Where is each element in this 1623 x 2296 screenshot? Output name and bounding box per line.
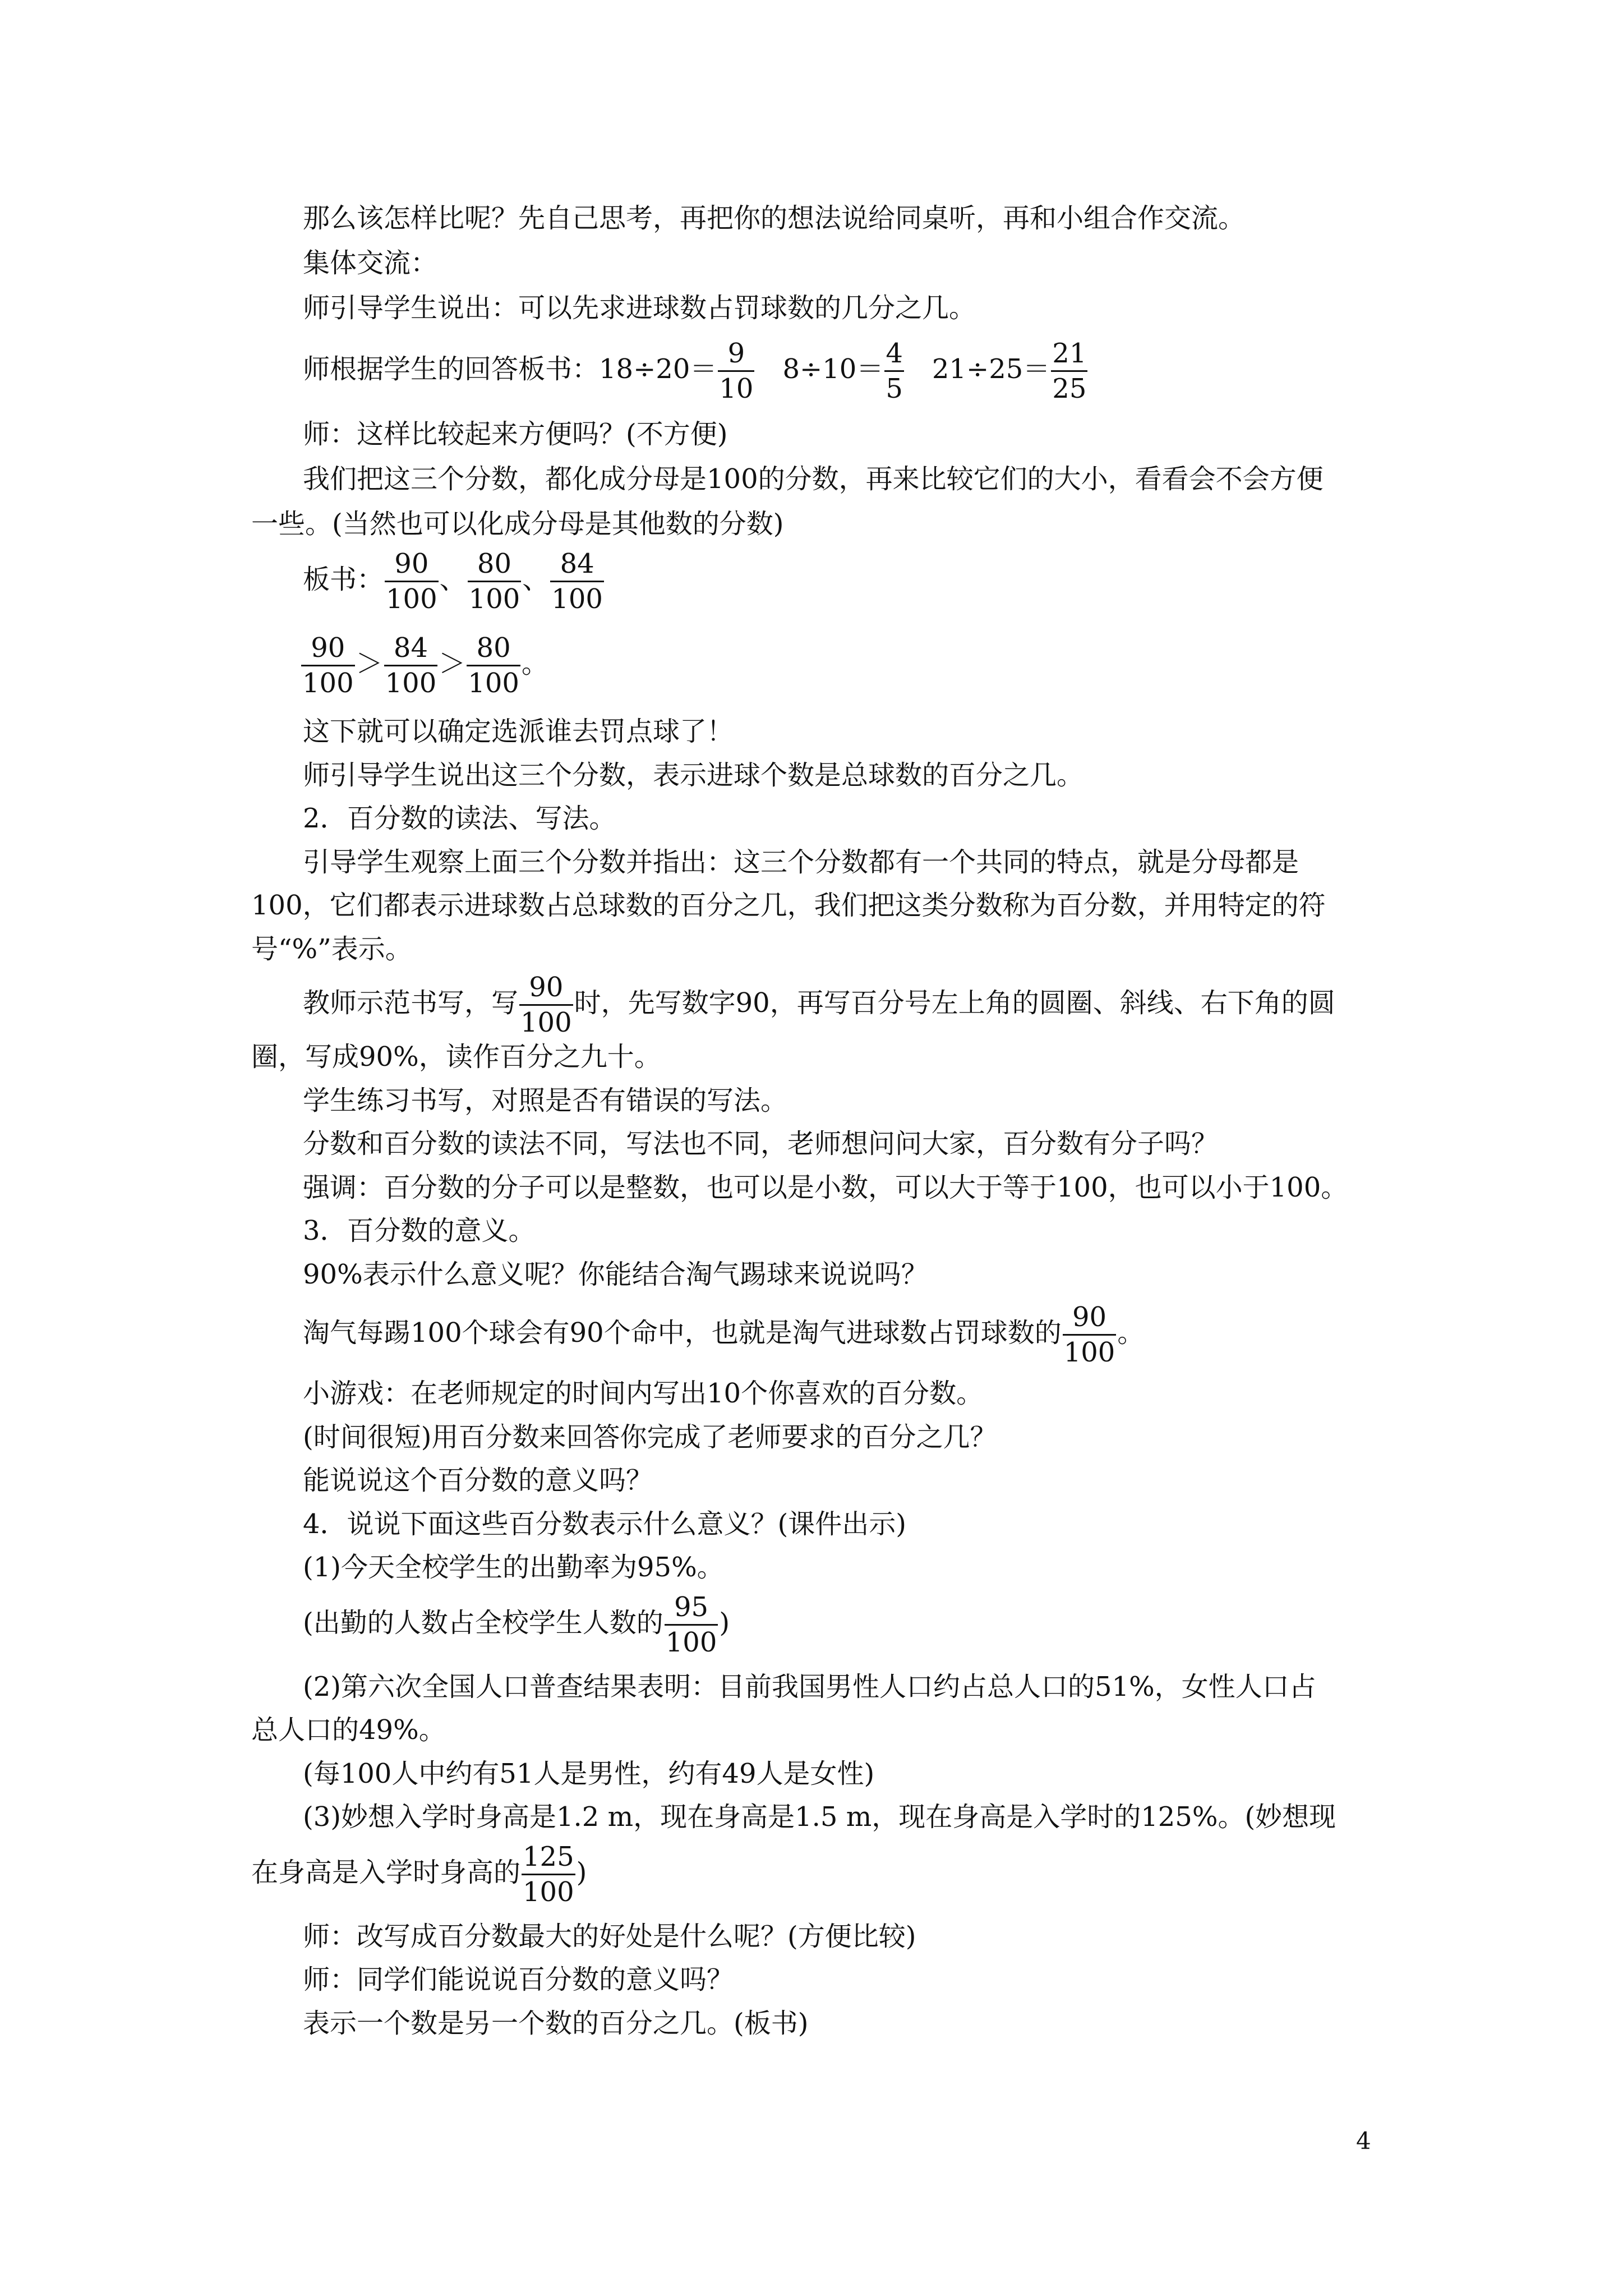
fraction-denominator: 100 — [520, 1007, 572, 1038]
fraction-denominator: 100 — [386, 583, 437, 615]
fraction — [301, 631, 355, 700]
fraction-numerator: 84 — [550, 547, 604, 582]
fraction-denominator: 100 — [468, 583, 520, 615]
fraction-denominator: 100 — [468, 668, 519, 699]
fraction-denominator: 25 — [1052, 373, 1087, 404]
fraction-denominator: 100 — [665, 1627, 717, 1658]
fraction-numerator: 95 — [665, 1590, 718, 1626]
text-segment: 。 — [1117, 1317, 1145, 1349]
spacer — [905, 353, 932, 385]
text-line: (时间很短)用百分数来回答你完成了老师要求的百分之几？ — [303, 1421, 997, 1453]
text-line: 100，它们都表示进球数占总球数的百分之几，我们把这类分数称为百分数，并用特定的符 — [251, 890, 1326, 921]
text-line-with-fraction — [303, 1590, 730, 1659]
text-line: 师：同学们能说说百分数的意义吗？ — [303, 1964, 734, 1995]
section-heading: 3．百分数的意义。 — [303, 1215, 536, 1246]
text-line: 总人口的49%。 — [251, 1714, 446, 1746]
text-line: 90%表示什么意义呢？你能结合淘气踢球来说说吗？ — [303, 1259, 928, 1290]
fraction — [385, 547, 439, 616]
text-line: 号“%”表示。 — [251, 933, 412, 965]
text-line: (每100人中约有51人是男性，约有49人是女性) — [303, 1758, 875, 1789]
fraction — [884, 337, 904, 406]
text-line-with-fraction — [251, 1840, 587, 1909]
text-line: (3)妙想入学时身高是1.2 m，现在身高是1.5 m，现在身高是入学时的125%。(妙想现 — [303, 1801, 1336, 1833]
text-line: 师：这样比较起来方便吗？(不方便) — [303, 418, 728, 450]
fraction-numerator: 80 — [467, 631, 520, 666]
equation-text: 8÷10＝ — [782, 353, 884, 385]
page-number: 4 — [1356, 2127, 1371, 2155]
fraction-denominator: 100 — [523, 1876, 574, 1908]
text-segment: 淘气每踢100个球会有90个命中，也就是淘气进球数占罚球数的 — [303, 1317, 1062, 1349]
fraction-denominator: 100 — [551, 583, 603, 615]
text-line: 师：改写成百分数最大的好处是什么呢？(方便比较) — [303, 1921, 916, 1952]
fraction-denominator: 100 — [385, 668, 437, 699]
fraction-denominator: 10 — [719, 373, 754, 404]
separator: 、 — [522, 564, 550, 595]
section-heading: 4．说说下面这些百分数表示什么意义？(课件出示) — [303, 1508, 906, 1540]
fraction — [665, 1590, 718, 1659]
text-line: 学生练习书写，对照是否有错误的写法。 — [303, 1085, 788, 1116]
equation-text: 师根据学生的回答板书：18÷20＝ — [303, 353, 717, 385]
text-line: 能说说这个百分数的意义吗？ — [303, 1465, 653, 1496]
fraction-numerator: 125 — [522, 1840, 575, 1875]
text-segment: 在身高是入学时身高的 — [251, 1857, 521, 1888]
fraction — [550, 547, 604, 616]
fraction — [522, 1840, 575, 1909]
fraction — [718, 337, 754, 406]
period: 。 — [521, 648, 548, 679]
text-line: (2)第六次全国人口普查结果表明：目前我国男性人口约占总人口的51%，女性人口占 — [303, 1671, 1316, 1703]
fraction — [1063, 1300, 1117, 1369]
fraction-denominator: 5 — [886, 373, 903, 404]
fraction — [467, 631, 520, 700]
equation-line — [303, 337, 1089, 406]
text-line: 引导学生观察上面三个分数并指出：这三个分数都有一个共同的特点，就是分母都是 — [303, 846, 1299, 878]
greater-than-sign: ＞ — [439, 648, 466, 679]
fraction-numerator: 9 — [718, 337, 754, 372]
fraction — [384, 631, 438, 700]
text-line: 师引导学生说出这三个分数，表示进球个数是总球数的百分之几。 — [303, 760, 1084, 791]
text-line: (1)今天全校学生的出勤率为95%。 — [303, 1552, 724, 1583]
fraction — [519, 970, 573, 1039]
fraction-denominator: 100 — [302, 668, 354, 699]
text-line: 圈，写成90%，读作百分之九十。 — [251, 1041, 661, 1073]
greater-than-sign: ＞ — [356, 648, 383, 679]
fraction-denominator: 100 — [1063, 1337, 1115, 1368]
text-line: 集体交流： — [303, 247, 438, 279]
text-line: 这下就可以确定选派谁去罚点球了！ — [303, 716, 734, 747]
text-line: 强调：百分数的分子可以是整数，也可以是小数，可以大于等于100，也可以小于100。 — [303, 1172, 1348, 1203]
text-line: 师引导学生说出：可以先求进球数占罚球数的几分之几。 — [303, 292, 976, 324]
text-segment: 时，先写数字90，再写百分号左上角的圆圈、斜线、右下角的圆 — [574, 987, 1335, 1019]
spacer — [755, 353, 782, 385]
text-line: 表示一个数是另一个数的百分之几。(板书) — [303, 2008, 809, 2039]
text-line: 一些。(当然也可以化成分母是其他数的分数) — [251, 508, 784, 540]
text-line-with-fraction — [303, 1300, 1144, 1369]
text-line: 分数和百分数的读法不同，写法也不同，老师想问问大家，百分数有分子吗？ — [303, 1128, 1219, 1159]
fraction-numerator: 84 — [384, 631, 438, 666]
comparison-line — [300, 631, 548, 700]
text-segment: (出勤的人数占全校学生人数的 — [303, 1607, 663, 1639]
fraction — [468, 547, 522, 616]
board-label: 板书： — [303, 564, 384, 595]
fraction-numerator: 80 — [468, 547, 522, 582]
text-segment: ) — [576, 1857, 587, 1888]
text-segment: ) — [719, 1607, 730, 1639]
text-segment: 教师示范书写，写 — [303, 987, 519, 1019]
equation-text: 21÷25＝ — [932, 353, 1050, 385]
fraction — [1051, 337, 1087, 406]
text-line-with-fraction — [303, 970, 1335, 1039]
separator: 、 — [439, 564, 467, 595]
fraction-numerator: 90 — [519, 970, 573, 1006]
text-line: 我们把这三个分数，都化成分母是100的分数，再来比较它们的大小，看看会不会方便 — [303, 463, 1324, 495]
text-line: 那么该怎样比呢？先自己思考，再把你的想法说给同桌听，再和小组合作交流。 — [303, 203, 1246, 234]
fraction-numerator: 90 — [301, 631, 355, 666]
fraction-numerator: 90 — [385, 547, 439, 582]
board-fractions-line — [303, 547, 605, 616]
fraction-numerator: 90 — [1063, 1300, 1117, 1336]
text-line: 小游戏：在老师规定的时间内写出10个你喜欢的百分数。 — [303, 1378, 984, 1409]
fraction-numerator: 4 — [884, 337, 904, 372]
fraction-numerator: 21 — [1051, 337, 1087, 372]
section-heading: 2．百分数的读法、写法。 — [303, 803, 616, 834]
